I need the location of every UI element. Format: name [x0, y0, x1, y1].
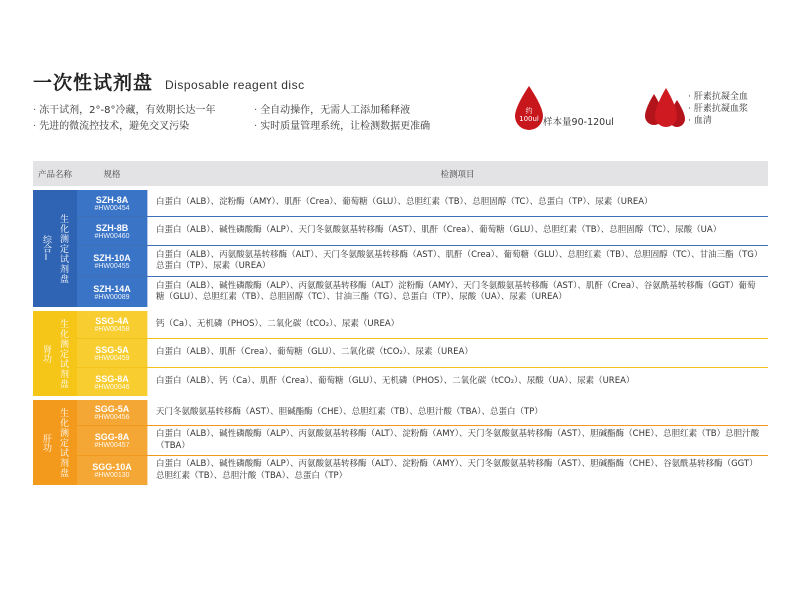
table-group-kidney: [33, 311, 768, 396]
group-label-main: 生化测定试剂盘: [58, 318, 68, 389]
table-row: [77, 190, 768, 217]
bullet-icon: ·: [688, 104, 691, 114]
feature-text: 实时质量管理系统，让检测数据更准确: [260, 121, 431, 132]
group-label: [33, 311, 77, 396]
feature-text: 全自动操作，无需人工添加稀释液: [260, 105, 411, 116]
sample-type-item: [688, 115, 748, 127]
spec-number: #HW00456: [94, 414, 130, 421]
spec-cell: [77, 339, 148, 367]
spec-code: SSG-8A: [95, 373, 129, 384]
bullet-icon: ·: [537, 117, 544, 128]
spec-cell: [77, 426, 148, 455]
bullet-icon: ·: [33, 121, 37, 132]
group-label-side: 综合Ⅰ: [41, 234, 51, 263]
drop-text-bottom: 100ul: [519, 115, 539, 123]
header-product-name: 产品名称: [37, 169, 72, 180]
table-row: [77, 339, 768, 368]
table-row: [77, 246, 768, 277]
spec-cell: [77, 277, 148, 307]
spec-cell: [77, 190, 148, 216]
spec-code: SZH-10A: [93, 252, 131, 263]
header-spec: 规格: [103, 169, 121, 180]
feature-text: 冻干试剂，2°-8°冷藏，有效期长达一年: [39, 105, 216, 116]
sample-type-item: [688, 91, 748, 103]
spec-number: #HW00089: [94, 293, 130, 301]
spec-number: #HW00455: [94, 262, 130, 270]
spec-number: #HW00457: [94, 442, 130, 449]
group-label: [33, 400, 77, 485]
spec-cell: [77, 400, 148, 425]
table-row: [77, 277, 768, 307]
feature-item: [254, 117, 430, 132]
reagent-table: [33, 161, 768, 485]
feature-item: [254, 101, 410, 116]
sample-type-text: 血清: [693, 116, 712, 126]
test-items: 白蛋白（ALB）、淀粉酶（AMY）、肌酐（Crea）、葡萄糖（GLU）、总胆红素（TB）、总胆固醇（TC）、总蛋白（TP）、尿素（UREA）: [156, 197, 653, 208]
group-label-side: 肾功: [41, 344, 51, 363]
sample-type-list: [688, 91, 748, 127]
blood-drops-icon: [643, 86, 689, 134]
spec-code: SZH-8A: [95, 194, 129, 205]
bullet-icon: ·: [33, 105, 37, 116]
spec-number: #HW00460: [94, 232, 130, 240]
table-group-comprehensive: [33, 190, 768, 307]
spec-code: SSG-5A: [95, 344, 129, 355]
bullet-icon: ·: [688, 92, 691, 102]
sample-type-text: 肝素抗凝全血: [693, 92, 748, 102]
bullet-icon: ·: [254, 105, 258, 116]
spec-code: SGG-8A: [94, 432, 130, 442]
test-items: 白蛋白（ALB）、碱性磷酸酶（ALP）、丙氨酸氨基转移酶（ALT）淀粉酶（AMY）、天门冬氨酸氨基转移酶（AST）、肌酐（Crea）、谷氨酰基转移酶（GGT）葡萄糖（GLU）、总胆红素（TB）、总胆固醇（TC）、甘油三酯（TG）、总蛋白（TP）、尿酸（UA）、尿素（UREA）: [156, 280, 756, 302]
test-items: 白蛋白（ALB）、碱性磷酸酶（ALP）、丙氨酸氨基转移酶（ALT）、淀粉酶（AMY）、天门冬氨酸氨基转移酶（AST）、胆碱酯酶（CHE）、谷氨酰基转移酶（GGT）总胆红素（TB）、总胆汁酸（TBA）、总蛋白（TP）: [156, 459, 758, 481]
sample-type-item: [688, 103, 748, 115]
group-label-main: 生化测定试剂盘: [58, 407, 68, 478]
spec-code: SGG-5A: [94, 404, 130, 414]
spec-code: SSG-4A: [95, 316, 129, 326]
table-header: [33, 161, 768, 186]
feature-text: 先进的微流控技术，避免交叉污染: [39, 121, 190, 132]
spec-cell: [77, 368, 148, 396]
bullet-icon: ·: [688, 116, 691, 126]
sample-volume: [537, 114, 614, 128]
test-items: 钙（Ca）、无机磷（PHOS）、二氧化碳（tCO₂）、尿素（UREA）: [156, 318, 400, 329]
test-items: 白蛋白（ALB）、碱性磷酸酶（ALP）、丙氨酸氨基转移酶（ALT）、淀粉酶（AMY）、天门冬氨酸氨基转移酶（AST）、胆碱酯酶（CHE）、总胆红素（TB）总胆汁酸（TBA）: [156, 429, 760, 451]
spec-number: #HW00459: [94, 354, 130, 362]
table-group-liver: [33, 400, 768, 485]
header-test-items: 检测项目: [440, 169, 475, 180]
table-row: [77, 368, 768, 396]
table-row: [77, 217, 768, 246]
test-items: 白蛋白（ALB）、碱性磷酸酶（ALP）、天门冬氨酸氨基转移酶（AST）、肌酐（Crea）、葡萄糖（GLU）、总胆红素（TB）、总胆固醇（TC）、尿酸（UA）: [156, 225, 722, 236]
page-title: [33, 68, 305, 95]
spec-cell: [77, 217, 148, 245]
spec-code: SGG-10A: [92, 462, 132, 472]
spec-cell: [77, 456, 148, 485]
sample-volume-text: 样本量90-120ul: [543, 117, 614, 128]
drop-text-top: 约: [525, 107, 533, 115]
table-row: [77, 456, 768, 485]
spec-number: #HW00454: [94, 204, 130, 212]
group-label: [33, 190, 77, 307]
test-items: 白蛋白（ALB）、钙（Ca）、肌酐（Crea）、葡萄糖（GLU）、无机磷（PHOS）、二氧化碳（tCO₂）、尿酸（UA）、尿素（UREA）: [156, 376, 635, 387]
group-label-side: 肝功: [41, 433, 51, 452]
spec-number: #HW00458: [94, 326, 130, 333]
title-chinese: 一次性试剂盘: [33, 72, 154, 94]
test-items: 白蛋白（ALB）、肌酐（Crea）、葡萄糖（GLU）、二氧化碳（tCO₂）、尿素（UREA）: [156, 347, 473, 358]
spec-cell: [77, 311, 148, 338]
spec-number: #HW00046: [94, 383, 130, 391]
test-items: 白蛋白（ALB）、丙氨酸氨基转移酶（ALT）、天门冬氨酸氨基转移酶（AST）、肌酐（Crea）、葡萄糖（GLU）、总胆红素（TB）、总胆固醇（TC）、甘油三酯（TG）总蛋白（TP）、尿素（UREA）: [156, 249, 759, 271]
sample-type-text: 肝素抗凝血浆: [693, 104, 748, 114]
feature-item: [33, 101, 216, 116]
group-label-main: 生化测定试剂盘: [58, 213, 68, 284]
spec-number: #HW00130: [94, 472, 130, 479]
title-english: Disposable reagent disc: [165, 78, 305, 92]
spec-cell: [77, 246, 148, 276]
bullet-icon: ·: [254, 121, 258, 132]
table-row: [77, 311, 768, 339]
spec-code: SZH-14A: [93, 283, 131, 294]
spec-code: SZH-8B: [95, 222, 129, 233]
test-items: 天门冬氨酸氨基转移酶（AST）、胆碱酯酶（CHE）、总胆红素（TB）、总胆汁酸（TBA）、总蛋白（TP）: [156, 406, 543, 417]
table-row: [77, 400, 768, 426]
feature-item: [33, 117, 189, 132]
table-row: [77, 426, 768, 456]
